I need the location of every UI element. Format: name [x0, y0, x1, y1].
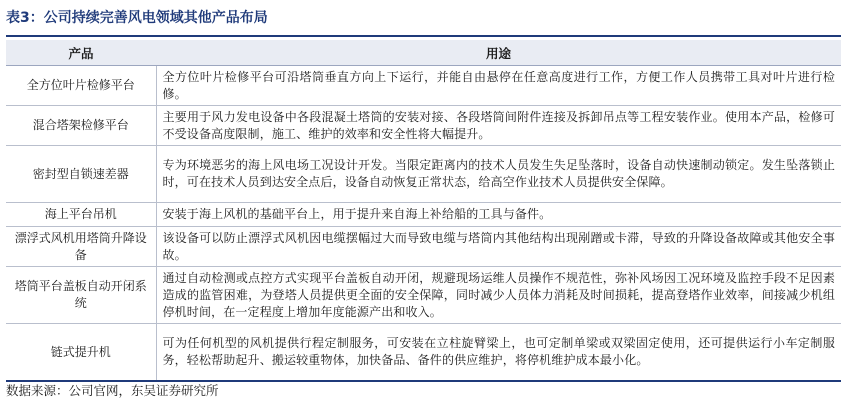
product-name: 密封型自锁速差器: [6, 146, 156, 203]
product-name: 链式提升机: [6, 324, 156, 382]
data-source-note: 数据来源：公司官网，东吴证券研究所: [6, 383, 219, 398]
product-usage: 可为任何机型的风机提供行程定制服务，可安装在立柱旋臂梁上，也可定制单梁或双梁固定使用，还可提供运行小车定制服务，轻松帮助起升、搬运较重物体，加快备品、备件的供应维护，将停机维护成本最小化。: [156, 324, 841, 382]
table-row: [6, 146, 841, 203]
table-title: 表3：公司持续完善风电领域其他产品布局: [6, 10, 268, 26]
product-usage: 该设备可以防止漂浮式风机因电缆摆幅过大而导致电缆与塔筒内其他结构出现剐蹭或卡滞，导致的升降设备故障或其他安全事故。: [156, 227, 841, 267]
table-row: [6, 324, 841, 382]
table-row: [6, 106, 841, 146]
product-name: 全方位叶片检修平台: [6, 66, 156, 106]
product-usage: 专为环境恶劣的海上风电场工况设计开发。当限定距离内的技术人员发生失足坠落时，设备自动快速制动锁定。发生坠落锁止时，可在技术人员到达安全点后，设备自动恢复正常状态，给高空作业技术人员提供安全保障。: [156, 146, 841, 203]
product-usage: 全方位叶片检修平台可沿塔筒垂直方向上下运行，并能自由悬停在任意高度进行工作，方便工作人员携带工具对叶片进行检修。: [156, 66, 841, 106]
title-rule: [6, 35, 841, 37]
product-usage: 安装于海上风机的基础平台上，用于提升来自海上补给船的工具与备件。: [156, 203, 841, 227]
product-usage: 主要用于风力发电设备中各段混凝土塔筒的安装对接、各段塔筒间附件连接及拆卸吊点等工程安装作业。使用本产品，检修可不受设备高度限制，施工、维护的效率和安全性将大幅提升。: [156, 106, 841, 146]
product-usage: 通过自动检测或点控方式实现平台盖板自动开闭，规避现场运维人员操作不规范性，弥补风场因工况环境及监控手段不足因素造成的监管困难，为登塔人员提供更全面的安全保障，同时减少人员体力消耗及时间损耗，提高登塔作业效率，间接减少机组停机时间，在一定程度上增加年度能源产出和收入。: [156, 267, 841, 324]
header-usage: 用途: [156, 40, 841, 66]
product-table: [6, 40, 841, 382]
header-product: 产品: [6, 40, 156, 66]
product-name: 混合塔架检修平台: [6, 106, 156, 146]
header-row: [6, 40, 841, 66]
table-row: [6, 66, 841, 106]
table-row: [6, 227, 841, 267]
product-name: 塔筒平台盖板自动开闭系统: [6, 267, 156, 324]
table-row: [6, 267, 841, 324]
product-name: 漂浮式风机用塔筒升降设备: [6, 227, 156, 267]
table-row: [6, 203, 841, 227]
product-name: 海上平台吊机: [6, 203, 156, 227]
